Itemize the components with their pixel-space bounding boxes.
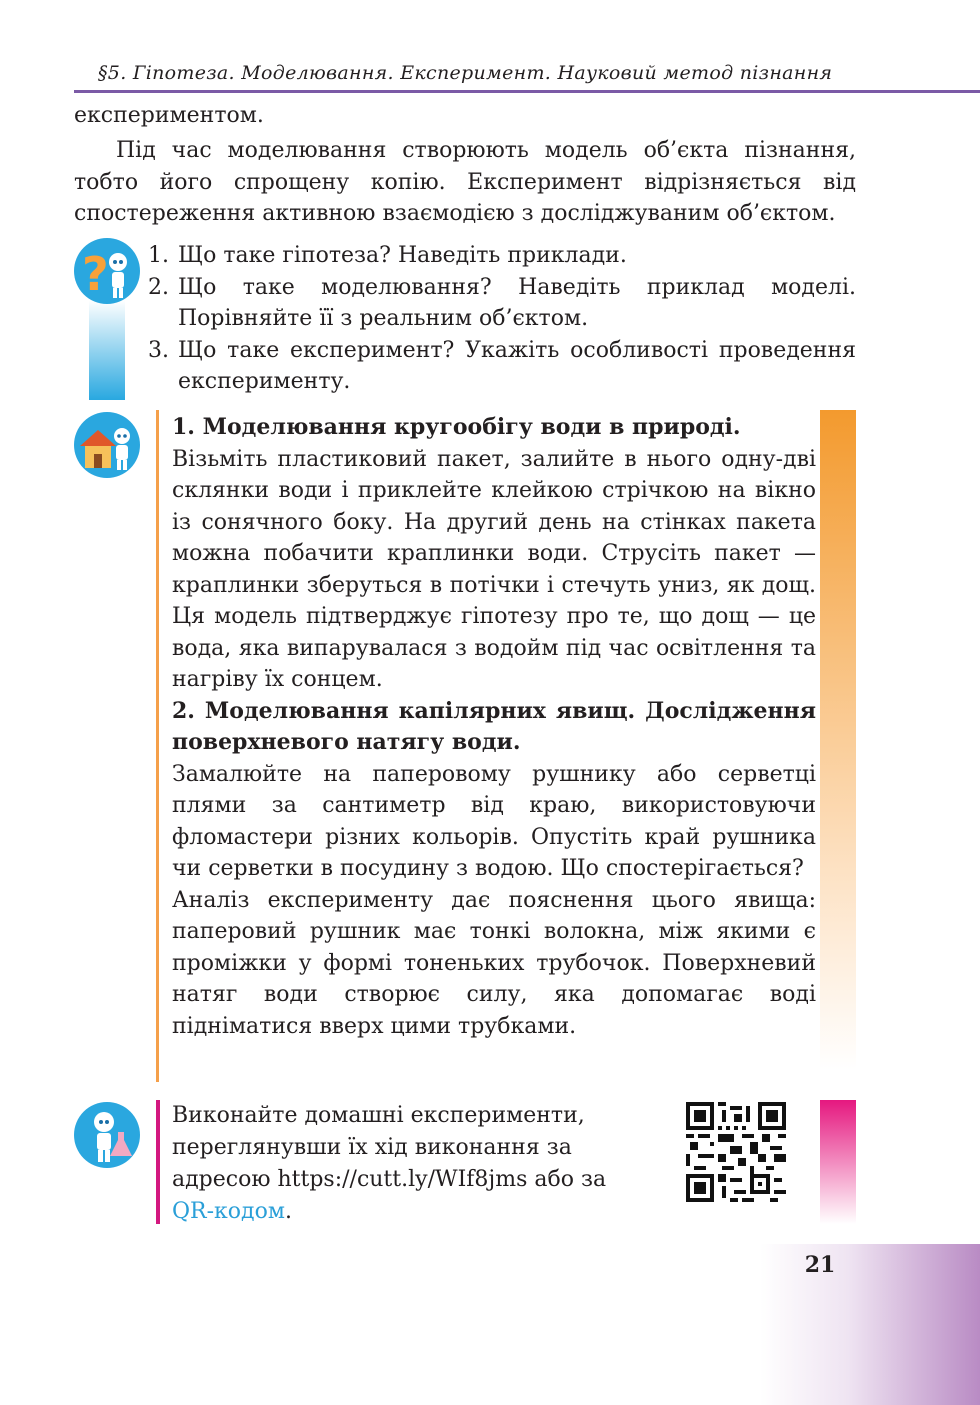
continued-text: експериментом. — [74, 103, 264, 128]
task2-title: 2. Моделювання капілярних явищ. Дослідження поверхневого натягу води. — [172, 697, 816, 755]
questions-side-bar — [89, 300, 125, 400]
page-number: 21 — [804, 1252, 836, 1278]
question-item: 1. Що таке гіпотеза? Наведіть приклади. — [148, 243, 627, 268]
task1-text: Візьміть пластиковий пакет, залийте в нього одну-дві склянки води і приклейте клейкою стрічкою на вікно із сонячного боку. На другий день на стінках пакета можна побачити краплинки води. Струсіть пакет — краплинки зберуться в потічки і стечуть униз, як дощ. Ця модель підтверджує гіпотезу про те, що дощ — це вода, яка випарувалася з водойм під час освітлення та нагріву їх сонцем. — [172, 446, 816, 692]
activity-content — [172, 412, 816, 1042]
question-item: 3. Що таке експеримент? Укажіть особливості проведення експерименту. — [148, 337, 856, 394]
header-divider — [74, 90, 980, 93]
robot-question-icon — [74, 238, 140, 304]
homework-side-bar — [820, 1100, 856, 1224]
homework-text: Виконайте домашні експерименти, переглянувши їх хід виконання за адресою https://cutt.ly/WIf8jms або за QR-кодом. — [172, 1103, 607, 1224]
task1-title: 1. Моделювання кругообігу води в природі. — [172, 414, 741, 440]
qr-code-link[interactable]: QR-кодом — [172, 1199, 285, 1224]
task2-analysis: Аналіз експерименту дає пояснення цього явища: паперовий рушник має тонкі волокна, між якими є проміжки у формі тоненьких трубочок. Поверхневий натяг води створює силу, яка допомагає воді підніматися вверх цими трубками. — [172, 887, 816, 1039]
robot-flask-icon — [74, 1102, 140, 1168]
question-item: 2. Що таке моделювання? Наведіть приклад моделі. Порівняйте її з реальним об’єктом. — [148, 274, 856, 331]
qr-code-icon[interactable] — [686, 1102, 786, 1202]
homework-left-rule — [156, 1100, 160, 1224]
body-paragraph: Під час моделювання створюють модель об’єкта пізнання, тобто його спрощену копію. Експеримент відрізняється від спостереження активною взаємодією з досліджуваним об’єктом. — [74, 138, 856, 226]
questions-list — [148, 240, 856, 398]
robot-house-icon — [74, 412, 140, 478]
activity-side-bar — [820, 410, 856, 1070]
svg-text:?: ? — [82, 247, 109, 301]
page-header-title: §5. Гіпотеза. Моделювання. Експеримент. Науковий метод пізнання — [98, 62, 833, 84]
task2-text: Замалюйте на паперовому рушнику або серветці плями за сантиметр від краю, використовуючи фломастери різних кольорів. Опустіть край рушника чи серветки в посудину з водою. Що спостерігається? — [172, 761, 816, 881]
activity-left-rule — [156, 410, 159, 1082]
